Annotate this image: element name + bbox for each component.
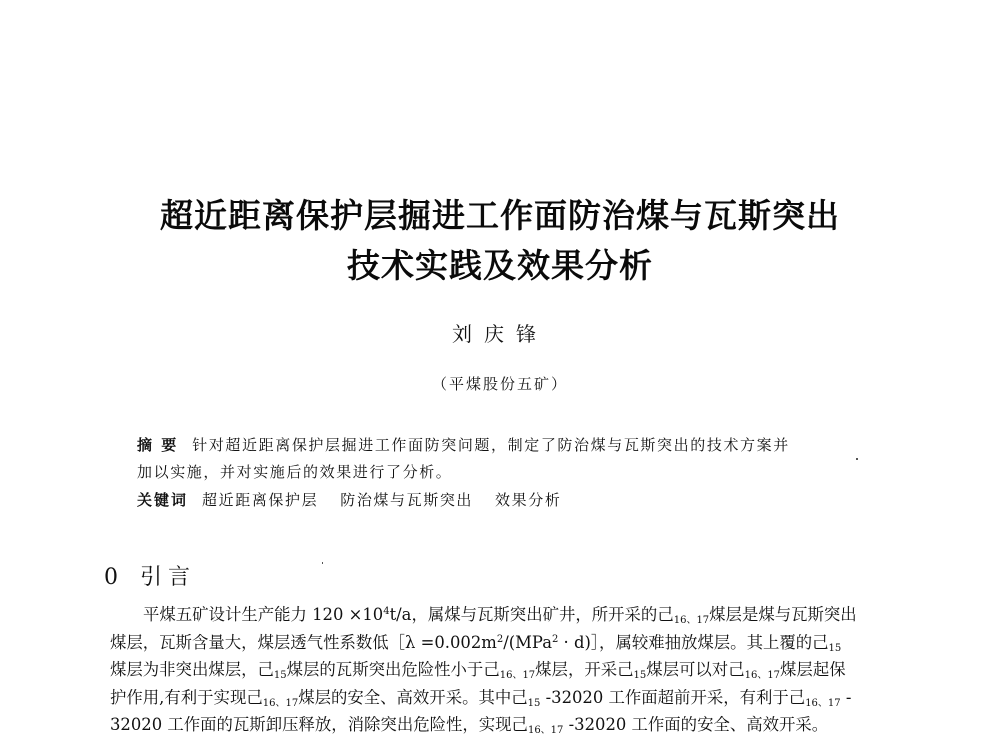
keyword: 防治煤与瓦斯突出 <box>340 491 474 509</box>
section-number: 0 <box>104 565 118 590</box>
author-affiliation: （平煤股份五矿） <box>431 375 568 393</box>
intro-paragraph <box>110 601 900 739</box>
scan-speck <box>322 562 323 564</box>
scan-speck <box>856 458 858 460</box>
paragraph-line: 煤层，瓦斯含量大，煤层透气性系数低［λ $=0.002m^2/(MPa^2$ · d)］，属较难抽放煤层。其上覆的己$_{15}$ <box>110 632 842 654</box>
abstract-line-2 <box>137 462 452 482</box>
paragraph-line: 平煤五矿设计生产能力 $120 \times 10^4t/a$，属煤与瓦斯突出矿井，所开采的己$_{16、17}$煤层是煤与瓦斯突出 <box>143 605 857 626</box>
abstract-text: 针对超近距离保护层掘进工作面防突问题，制定了防治煤与瓦斯突出的技术方案并 <box>192 436 790 454</box>
paragraph-line: 护作用,有利于实现己$_{16、17}$煤层的安全、高效开采。其中己$_{15}$ -32020 工作面超前开采，有利于己$_{16、17}$ - <box>110 687 852 709</box>
keyword: 超近距离保护层 <box>202 491 319 509</box>
abstract-line-1 <box>137 435 790 455</box>
author-name: 刘庆锋 <box>452 322 548 346</box>
section-heading <box>104 560 196 591</box>
abstract-text-continued: 加以实施，并对实施后的效果进行了分析。 <box>137 463 453 481</box>
keywords-label: 关键词 <box>137 491 189 509</box>
keywords-line <box>137 490 583 510</box>
section-title: 引言 <box>140 565 197 590</box>
keyword: 效果分析 <box>495 491 562 509</box>
paper-title-line-2: 技术实践及效果分析 <box>347 246 653 285</box>
paragraph-line: 煤层为非突出煤层，己$_{15}$煤层的瓦斯突出危险性小于己$_{16、17}$煤层，开采己$_{15}$煤层可以对己$_{16、17}$煤层起保 <box>110 660 846 681</box>
paragraph-line: 32020 工作面的瓦斯卸压释放，消除突出危险性，实现己$_{16、17}$ -32020 工作面的安全、高效开采。 <box>110 715 829 736</box>
paper-title-line-1: 超近距离保护层掘进工作面防治煤与瓦斯突出 <box>160 196 840 235</box>
abstract-label: 摘 要 <box>137 436 179 454</box>
